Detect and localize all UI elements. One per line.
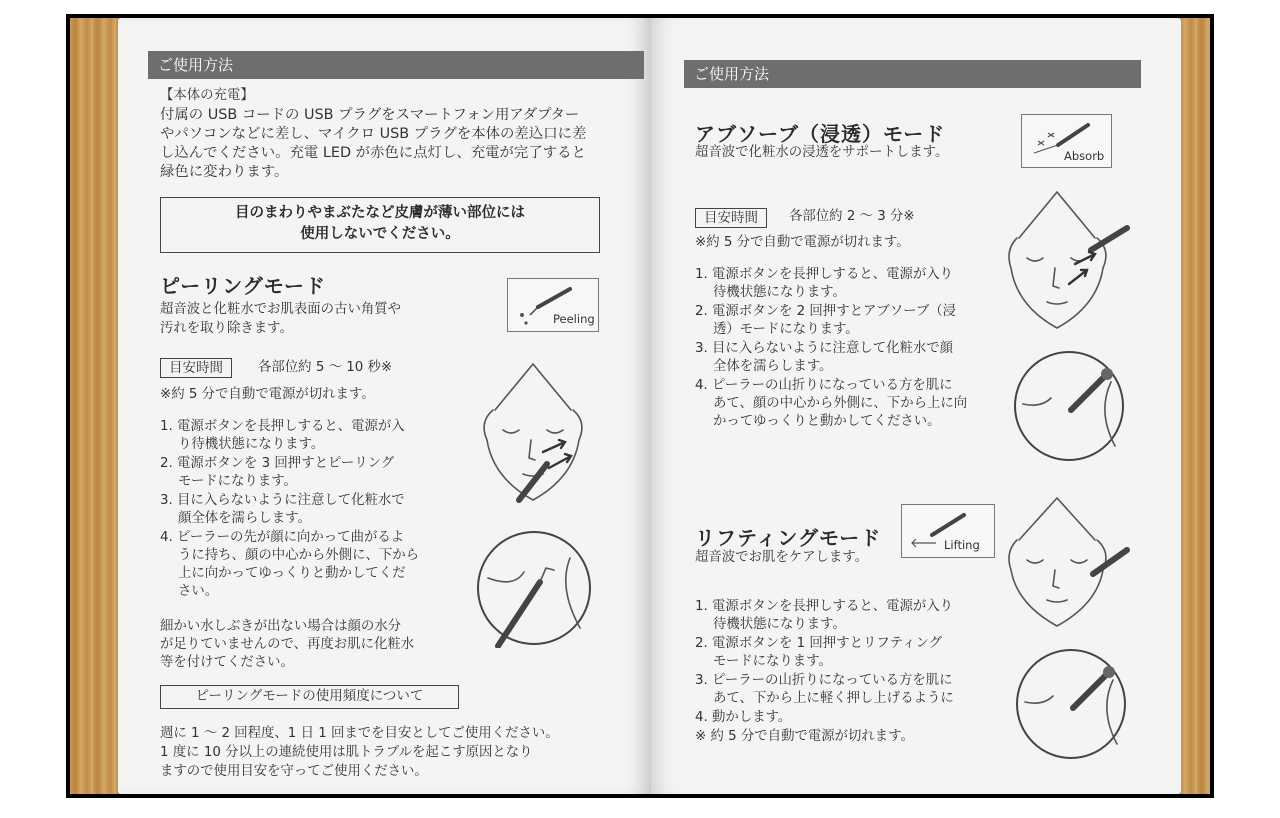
absorb-time-value: 各部位約 2 〜 3 分※ xyxy=(789,209,915,224)
absorb-desc: 超音波で化粧水の浸透をサポートします。 xyxy=(695,145,949,160)
peeling-step-4b: うに持ち、顔の中心から外側に、下から xyxy=(178,548,420,563)
absorb-step-4b: あて、顔の中心から外側に、下から上に向 xyxy=(713,396,968,411)
absorb-mode-title: アブソーブ（浸透）モード xyxy=(695,122,946,146)
absorb-step-3a: 3. 目に入らないように注意して化粧水で顔 xyxy=(695,341,954,356)
peeling-closeup-illustration xyxy=(474,528,594,648)
charging-line-3: し込んでください。充電 LED が赤色に点灯し、充電が完了すると xyxy=(160,145,586,161)
peeling-step-2b: モードになります。 xyxy=(178,474,297,489)
charging-line-1: 付属の USB コードの USB プラグをスマートフォン用アダプター xyxy=(160,107,580,123)
lifting-step-3a: 3. ピーラーの山折りになっている方を肌に xyxy=(695,673,953,688)
lifting-desc: 超音波でお肌をケアします。 xyxy=(695,550,869,565)
warning-box xyxy=(160,197,600,253)
peeling-icon-label: Peeling xyxy=(553,312,595,326)
absorb-face-illustration xyxy=(1001,188,1131,338)
peeling-mode-icon xyxy=(507,278,599,332)
lifting-icon-label: Lifting xyxy=(944,538,980,552)
charging-line-4: 緑色に変わります。 xyxy=(160,164,289,180)
lifting-auto-off: ※ 約 5 分で自動で電源が切れます。 xyxy=(695,729,914,744)
peeling-time-value: 各部位約 5 〜 10 秒※ xyxy=(258,360,393,375)
peeling-step-1b: り待機状態になります。 xyxy=(178,437,325,452)
peeling-step-2a: 2. 電源ボタンを 3 回押すとピーリング xyxy=(160,456,395,471)
absorb-step-2b: 透）モードになります。 xyxy=(713,322,859,337)
absorb-closeup-illustration xyxy=(1011,348,1129,466)
lifting-mode-icon xyxy=(901,504,995,558)
peeling-desc-1: 超音波と化粧水でお肌表面の古い角質や xyxy=(160,302,402,317)
right-page-header: ご使用方法 xyxy=(684,60,1141,88)
absorb-time-tag: 目安時間 xyxy=(695,208,767,228)
lifting-step-3b: あて、下から上に軽く押し上げるように xyxy=(713,691,954,706)
lifting-face-illustration xyxy=(1001,494,1131,634)
peeling-note-3: 等を付けてください。 xyxy=(160,655,294,670)
absorb-step-4c: かってゆっくりと動かしてください。 xyxy=(713,414,941,429)
peeling-frequency-line-3: ますので使用目安を守ってご使用ください。 xyxy=(160,764,428,779)
warning-line-2: 使用しないでください。 xyxy=(300,226,460,242)
absorb-auto-off: ※約 5 分で自動で電源が切れます。 xyxy=(695,235,910,250)
lifting-step-1b: 待機状態になります。 xyxy=(713,617,846,632)
peeling-frequency-line-2: 1 度に 10 分以上の連続使用は肌トラブルを起こす原因となり xyxy=(160,745,533,760)
peeling-frequency-line-1: 週に 1 〜 2 回程度、1 日 1 回までを目安としてご使用ください。 xyxy=(160,726,559,741)
peeling-auto-off: ※約 5 分で自動で電源が切れます。 xyxy=(160,387,375,402)
peeling-note-1: 細かい水しぶきが出ない場合は顔の水分 xyxy=(160,619,402,634)
charging-title: 【本体の充電】 xyxy=(160,88,254,103)
peeling-desc-2: 汚れを取り除きます。 xyxy=(160,321,293,336)
left-page xyxy=(118,18,651,794)
peeling-step-3a: 3. 目に入らないように注意して化粧水で xyxy=(160,493,405,508)
peeling-step-1a: 1. 電源ボタンを長押しすると、電源が入 xyxy=(160,419,405,434)
peeling-mode-title: ピーリングモード xyxy=(160,274,326,298)
left-page-header: ご使用方法 xyxy=(148,51,644,79)
lifting-closeup-illustration xyxy=(1013,646,1129,762)
absorb-step-2a: 2. 電源ボタンを 2 回押すとアブソーブ（浸 xyxy=(695,304,957,319)
lifting-step-4: 4. 動かします。 xyxy=(695,710,792,725)
absorb-step-4a: 4. ピーラーの山折りになっている方を肌に xyxy=(695,378,953,393)
absorb-icon-label: Absorb xyxy=(1064,149,1105,163)
lifting-mode-title: リフティングモード xyxy=(695,526,882,550)
peeling-step-4d: さい。 xyxy=(178,584,219,599)
lifting-step-2b: モードになります。 xyxy=(713,654,832,669)
absorb-step-1a: 1. 電源ボタンを長押しすると、電源が入り xyxy=(695,267,954,282)
right-page xyxy=(651,18,1181,794)
peeling-step-4c: 上に向かってゆっくりと動かしてくだ xyxy=(178,566,406,581)
absorb-mode-icon xyxy=(1021,114,1112,168)
peeling-note-2: が足りていませんので、再度お肌に化粧水 xyxy=(160,637,415,652)
warning-line-1: 目のまわりやまぶたなど皮膚が薄い部位には xyxy=(235,205,525,221)
lifting-step-2a: 2. 電源ボタンを 1 回押すとリフティング xyxy=(695,636,942,651)
absorb-step-3b: 全体を濡らします。 xyxy=(713,359,833,374)
peeling-time-tag: 目安時間 xyxy=(160,358,232,378)
peeling-step-3b: 顔全体を濡らします。 xyxy=(178,511,311,526)
charging-line-2: やパソコンなどに差し、マイクロ USB プラグを本体の差込口に差 xyxy=(160,126,587,142)
peeling-step-4a: 4. ピーラーの先が顔に向かって曲がるよ xyxy=(160,530,405,545)
lifting-step-1a: 1. 電源ボタンを長押しすると、電源が入り xyxy=(695,599,954,614)
absorb-step-1b: 待機状態になります。 xyxy=(713,285,846,300)
peeling-frequency-box: ピーリングモードの使用頻度について xyxy=(160,685,459,709)
peeling-face-illustration xyxy=(473,360,593,510)
